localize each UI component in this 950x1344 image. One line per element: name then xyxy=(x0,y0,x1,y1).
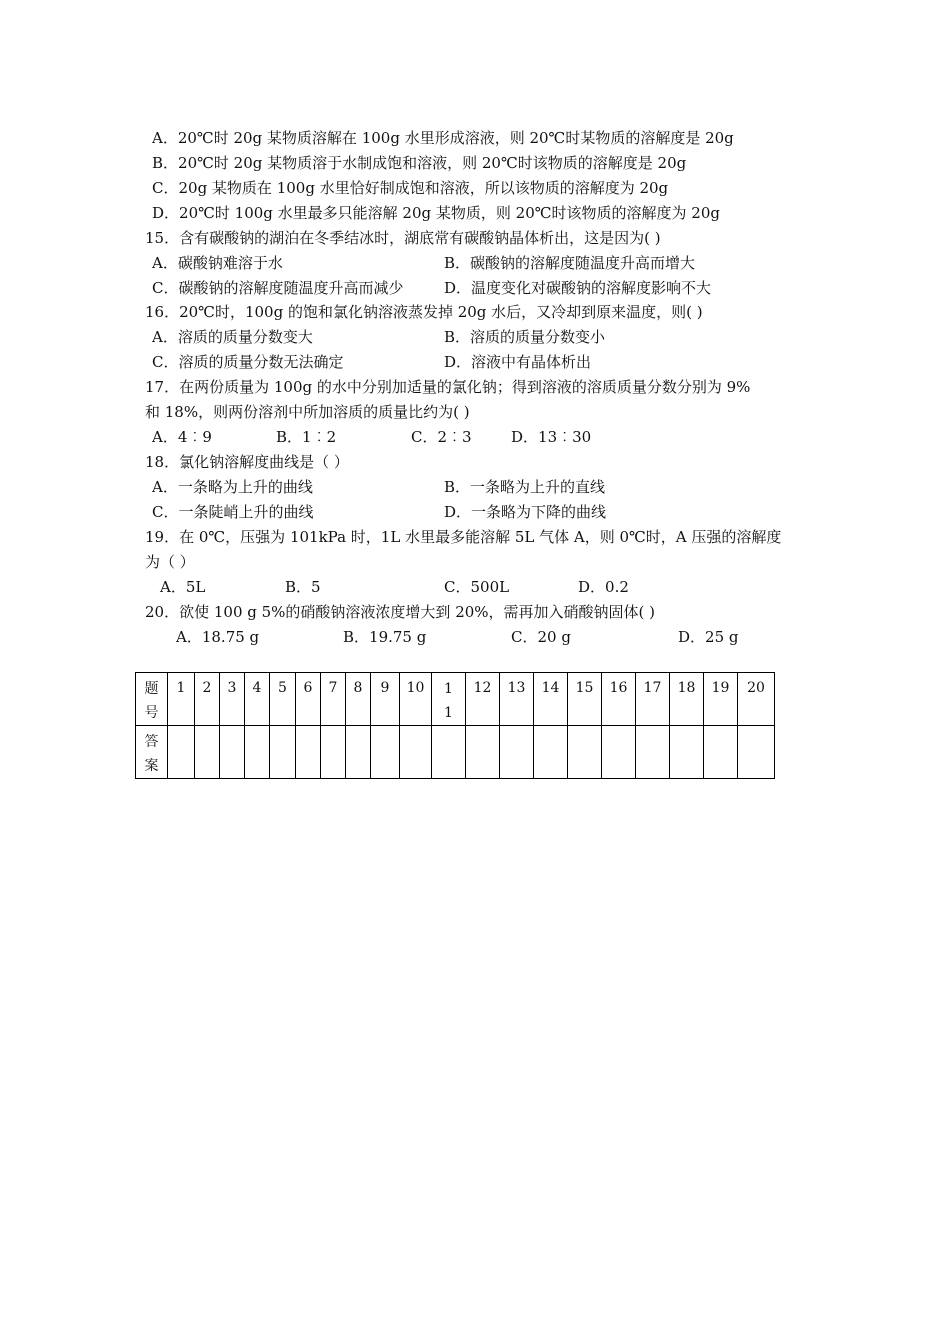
answer-table xyxy=(135,672,775,779)
answer-cell[interactable] xyxy=(466,726,500,779)
question-number-cell: 1 xyxy=(168,673,195,726)
question-number-cell: 10 xyxy=(400,673,432,726)
question-number-cell: 14 xyxy=(534,673,568,726)
q14-option-b: B．20℃时 20g 某物质溶于水制成饱和溶液，则 20℃时该物质的溶解度是 20g xyxy=(152,154,687,172)
label-char: 案 xyxy=(144,758,159,774)
question-number-cell: 2 xyxy=(195,673,220,726)
q17-option-c: C．2︰3 xyxy=(411,428,472,446)
q14-option-c: C．20g 某物质在 100g 水里恰好制成饱和溶液，所以该物质的溶解度为 20g xyxy=(152,179,669,197)
q19-option-d: D．0.2 xyxy=(578,578,629,596)
answer-row xyxy=(136,726,775,779)
question-number-cell: 13 xyxy=(500,673,534,726)
answer-cell[interactable] xyxy=(432,726,466,779)
answer-cell[interactable] xyxy=(296,726,321,779)
answer-cell[interactable] xyxy=(500,726,534,779)
answer-cell[interactable] xyxy=(195,726,220,779)
answer-cell[interactable] xyxy=(371,726,400,779)
answer-cell[interactable] xyxy=(636,726,670,779)
question-number-cell: 7 xyxy=(321,673,346,726)
q20-option-d: D．25 g xyxy=(678,628,739,646)
q15-option-a: A．碳酸钠难溶于水 xyxy=(152,254,283,272)
answer-cell[interactable] xyxy=(220,726,245,779)
answer-cell[interactable] xyxy=(670,726,704,779)
answer-cell[interactable] xyxy=(602,726,636,779)
question-number-cell: 8 xyxy=(346,673,371,726)
q19-option-b: B．5 xyxy=(285,578,321,596)
label-char: 号 xyxy=(144,705,159,721)
answer-cell[interactable] xyxy=(245,726,270,779)
q19-option-a: A．5L xyxy=(160,578,206,596)
q15-option-b: B．碳酸钠的溶解度随温度升高而增大 xyxy=(444,254,696,272)
q18-option-b: B．一条略为上升的直线 xyxy=(444,478,606,496)
q18-option-a: A．一条略为上升的曲线 xyxy=(152,478,313,496)
question-number-cell: 5 xyxy=(270,673,296,726)
q16-option-b: B．溶质的质量分数变小 xyxy=(444,328,606,346)
q15-option-c: C．碳酸钠的溶解度随温度升高而减少 xyxy=(152,279,404,297)
question-number-cell: 16 xyxy=(602,673,636,726)
digit: 1 xyxy=(444,705,453,721)
question-number-cell: 6 xyxy=(296,673,321,726)
q18-option-c: C．一条陡峭上升的曲线 xyxy=(152,503,314,521)
answer-cell[interactable] xyxy=(346,726,371,779)
q17-stem-line1: 17．在两份质量为 100g 的水中分别加适量的氯化钠；得到溶液的溶质质量分数分别为 9% xyxy=(145,378,751,396)
question-number-cell: 12 xyxy=(466,673,500,726)
question-number-cell: 18 xyxy=(670,673,704,726)
digit: 1 xyxy=(444,681,453,697)
q15-option-d: D．温度变化对碳酸钠的溶解度影响不大 xyxy=(444,279,712,297)
answer-cell[interactable] xyxy=(568,726,602,779)
question-number-cell: 20 xyxy=(738,673,775,726)
q19-stem-line2: 为（ ） xyxy=(145,553,195,571)
answer-cell[interactable] xyxy=(321,726,346,779)
answer-cell[interactable] xyxy=(270,726,296,779)
q18-stem: 18．氯化钠溶解度曲线是（ ） xyxy=(145,453,349,471)
q15-stem: 15．含有碳酸钠的湖泊在冬季结冰时，湖底常有碳酸钠晶体析出，这是因为( ) xyxy=(145,229,661,247)
question-number-cell: 4 xyxy=(245,673,270,726)
label-char: 答 xyxy=(144,734,159,750)
question-number-cell: 9 xyxy=(371,673,400,726)
answer-cell[interactable] xyxy=(534,726,568,779)
question-number-cell-11 xyxy=(432,673,466,726)
q14-option-d: D．20℃时 100g 水里最多只能溶解 20g 某物质，则 20℃时该物质的溶解度为 20g xyxy=(152,204,720,222)
answer-cell[interactable] xyxy=(704,726,738,779)
q20-stem: 20．欲使 100 g 5%的硝酸钠溶液浓度增大到 20%，需再加入硝酸钠固体( ) xyxy=(145,603,656,621)
q17-option-a: A．4︰9 xyxy=(152,428,212,446)
q16-option-a: A．溶质的质量分数变大 xyxy=(152,328,313,346)
row-label-answer xyxy=(136,726,168,779)
q17-option-b: B．1︰2 xyxy=(276,428,337,446)
q16-option-d: D．溶液中有晶体析出 xyxy=(444,353,592,371)
answer-cell[interactable] xyxy=(168,726,195,779)
q16-stem: 16．20℃时，100g 的饱和氯化钠溶液蒸发掉 20g 水后，又冷却到原来温度，则( ) xyxy=(145,303,703,321)
question-number-cell: 3 xyxy=(220,673,245,726)
q20-option-b: B．19.75 g xyxy=(343,628,427,646)
q18-option-d: D．一条略为下降的曲线 xyxy=(444,503,607,521)
q14-option-a: A．20℃时 20g 某物质溶解在 100g 水里形成溶液，则 20℃时某物质的溶解度是 20g xyxy=(152,129,734,147)
q16-option-c: C．溶质的质量分数无法确定 xyxy=(152,353,344,371)
answer-cell[interactable] xyxy=(738,726,775,779)
q19-option-c: C．500L xyxy=(444,578,510,596)
q20-option-a: A．18.75 g xyxy=(176,628,260,646)
q17-option-d: D．13︰30 xyxy=(511,428,592,446)
label-char: 题 xyxy=(144,681,159,697)
q20-option-c: C．20 g xyxy=(511,628,571,646)
q17-stem-line2: 和 18%，则两份溶剂中所加溶质的质量比约为( ) xyxy=(145,403,470,421)
question-number-cell: 19 xyxy=(704,673,738,726)
q19-stem-line1: 19．在 0℃，压强为 101kPa 时，1L 水里最多能溶解 5L 气体 A，则 0℃时，A 压强的溶解度 xyxy=(145,528,782,546)
row-label-question-number xyxy=(136,673,168,726)
question-number-cell: 15 xyxy=(568,673,602,726)
question-number-cell: 17 xyxy=(636,673,670,726)
answer-cell[interactable] xyxy=(400,726,432,779)
question-number-row xyxy=(136,673,775,726)
